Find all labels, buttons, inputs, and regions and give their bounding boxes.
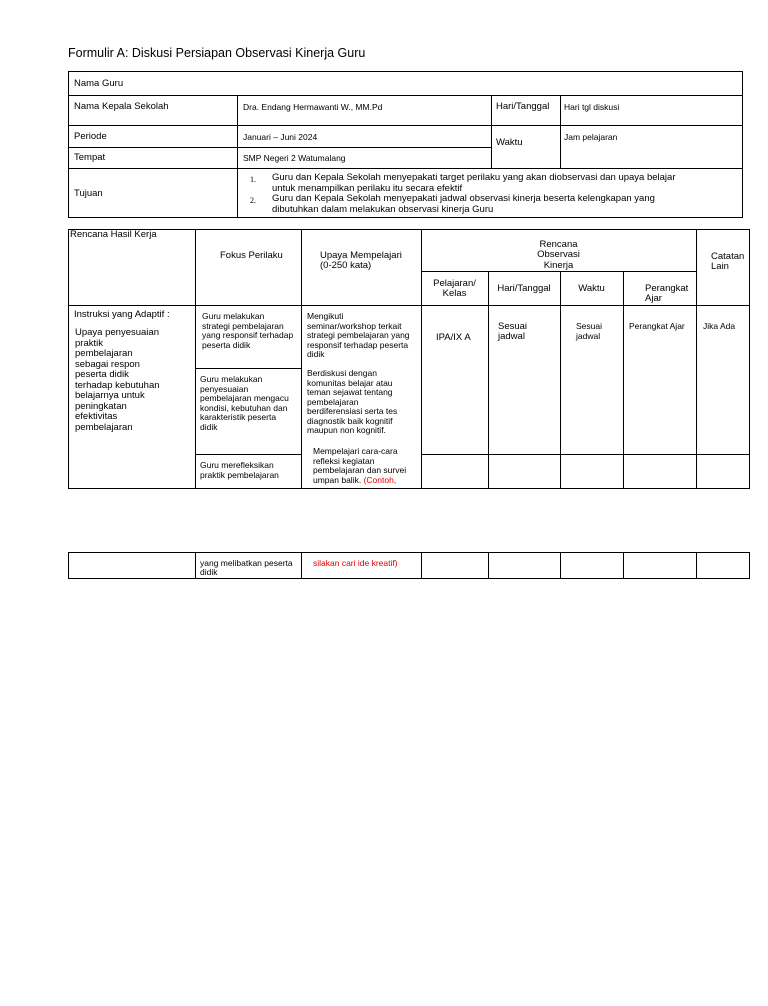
fokus-perilaku-2 — [200, 375, 289, 432]
periode-label: Periode — [74, 131, 107, 142]
upaya-mempelajari-1 — [307, 312, 410, 360]
tempat-label: Tempat — [74, 152, 106, 163]
text-line: strategi pembelajaran — [202, 320, 284, 331]
text-line: karakteristik peserta — [200, 412, 277, 422]
text-line: teman sejawat tentang — [307, 387, 393, 397]
info-row-line — [68, 125, 743, 126]
continuation-col-line — [421, 552, 422, 579]
plan-col-line — [696, 229, 697, 489]
pelajaran-kelas-header: Kelas — [442, 288, 467, 299]
continuation-col-line — [195, 552, 196, 579]
text-line: yang responsif terhadap — [202, 330, 294, 340]
hari-tanggal-value: jadwal — [498, 331, 525, 342]
periode-value: Januari – Juni 2024 — [243, 132, 318, 142]
text-line: responsif terhadap peserta — [307, 339, 409, 350]
fokus-perilaku-header: Fokus Perilaku — [220, 250, 283, 261]
pelajaran-kelas-header: Pelajaran/ — [433, 278, 476, 289]
continuation-col-line — [623, 552, 624, 579]
text-line: pembelajaran mengacu — [200, 393, 289, 403]
perangkat-ajar-header: Perangkat — [645, 283, 689, 294]
continuation-fokus-text: didik — [200, 567, 218, 577]
text-line: diagnostik baik kognitif — [307, 415, 393, 426]
rencana-hasil-kerja-header: Rencana Hasil Kerja — [70, 229, 157, 240]
hari-tanggal-label: Hari/Tanggal — [496, 101, 550, 112]
tujuan-1-number: 1. — [250, 175, 256, 184]
text-line: refleksi kegiatan — [313, 455, 375, 466]
catatan-lain-header: Catatan — [711, 251, 745, 262]
plan-col-line — [623, 271, 624, 489]
text-line: pembelajaran dan survei — [313, 465, 407, 475]
waktu-header: Waktu — [578, 283, 605, 294]
hari-tanggal-header: Hari/Tanggal — [497, 283, 551, 294]
pelajaran-kelas-value: IPA/IX A — [436, 332, 471, 343]
text-line: sebagai respon — [75, 358, 140, 370]
text-line: pembelajaran — [75, 421, 133, 433]
plan-row-line — [195, 368, 301, 369]
upaya-mempelajari-header: Upaya Mempelajari — [320, 250, 402, 261]
rencana-observasi-header: Observasi — [537, 249, 580, 260]
continuation-col-line — [488, 552, 489, 579]
rencana-observasi-header: Kinerja — [543, 260, 574, 271]
text-line — [313, 476, 406, 486]
continuation-red-note: silakan cari ide kreatif) — [313, 558, 398, 568]
tujuan-2-number: 2. — [250, 196, 256, 205]
text-line: strategi pembelajaran yang — [307, 330, 410, 340]
waktu-value: Jam pelajaran — [564, 132, 618, 142]
text-line: belajarnya untuk — [75, 390, 145, 401]
text-line: pembelajaran — [307, 396, 359, 407]
catatan-lain-value: Jika Ada — [703, 321, 736, 331]
text-line: penyesuaian — [200, 383, 249, 394]
plan-row-line — [195, 454, 301, 455]
text-line: maupun non kognitif. — [307, 425, 386, 435]
continuation-col-line — [301, 552, 302, 579]
text-line: Mempelajari cara-cara — [313, 446, 398, 456]
text-line: efektivitas — [75, 411, 118, 422]
text-line: peningkatan — [75, 400, 127, 412]
text-line: Upaya penyesuaian — [75, 327, 159, 338]
kepala-sekolah-label: Nama Kepala Sekolah — [74, 101, 169, 112]
waktu-value: jadwal — [576, 331, 601, 341]
plan-col-line — [301, 229, 302, 489]
instruksi-adaptif: Instruksi yang Adaptif : — [74, 309, 170, 320]
text-line: berdiferensiasi serta tes — [307, 406, 398, 416]
text-line: Guru merefleksikan — [200, 460, 274, 470]
tujuan-2-text: Guru dan Kepala Sekolah menyepakati jadwal observasi kinerja beserta kelengkapan yang — [272, 193, 655, 204]
perangkat-ajar-value: Perangkat Ajar — [629, 321, 685, 331]
upaya-mempelajari-header: (0-250 kata) — [320, 260, 372, 271]
text-line: terhadap kebutuhan — [75, 379, 160, 391]
text-line: Berdiskusi dengan — [307, 368, 377, 378]
text-line: peserta didik — [202, 339, 251, 350]
text-line: peserta didik — [75, 369, 129, 380]
continuation-col-line — [560, 552, 561, 579]
plan-header-line — [68, 305, 750, 306]
rencana-observasi-header: Rencana — [539, 239, 578, 250]
text-line: Mengikuti — [307, 311, 344, 321]
tujuan-2-text: dibutuhkan dalam melakukan observasi kinerja Guru — [272, 204, 494, 215]
hari-tanggal-value: Sesuai — [498, 321, 528, 332]
text-line: praktik — [75, 337, 103, 349]
tujuan-label: Tujuan — [74, 188, 103, 199]
upaya-mempelajari-3 — [313, 447, 406, 485]
fokus-perilaku-3 — [200, 461, 279, 480]
info-row-line — [68, 147, 491, 148]
waktu-label: Waktu — [496, 137, 523, 148]
plan-col-line — [488, 271, 489, 489]
text-line: Guru melakukan — [200, 374, 263, 384]
red-note: (Contoh, — [363, 474, 397, 485]
tempat-value: SMP Negeri 2 Watumalang — [243, 153, 346, 163]
perangkat-ajar-header: Ajar — [645, 293, 662, 304]
text-line: didik — [200, 421, 218, 432]
nama-guru-label: Nama Guru — [74, 78, 124, 89]
upaya-mempelajari-2 — [307, 369, 397, 436]
upaya-penyesuaian-text — [75, 328, 160, 433]
catatan-lain-header: Lain — [711, 261, 729, 272]
text-line: Guru melakukan — [202, 311, 265, 321]
fokus-perilaku-1 — [202, 312, 293, 350]
text-line: komunitas belajar atau — [307, 377, 393, 388]
hari-tanggal-value: Hari tgl diskusi — [564, 102, 620, 112]
document-title: Formulir A: Diskusi Persiapan Observasi Kinerja Guru — [68, 46, 366, 60]
info-col-line — [237, 95, 238, 218]
text-fragment: umpan balik. — [313, 474, 362, 485]
waktu-value: Sesuai — [576, 321, 602, 331]
plan-col-line — [195, 229, 196, 489]
info-row-line — [68, 95, 743, 96]
text-line: pembelajaran — [75, 348, 133, 359]
info-col-line — [491, 95, 492, 168]
text-line: praktik pembelajaran — [200, 469, 279, 480]
kepala-sekolah-value: Dra. Endang Hermawanti W., MM.Pd — [243, 102, 383, 112]
text-line: kondisi, kebutuhan dan — [200, 402, 288, 413]
tujuan-1-text: Guru dan Kepala Sekolah menyepakati target perilaku yang akan diobservasi dan upaya belajar — [272, 172, 676, 183]
info-row-line — [68, 168, 743, 169]
text-line: seminar/workshop terkait — [307, 320, 402, 331]
info-col-line — [560, 95, 561, 168]
continuation-row — [68, 552, 750, 579]
plan-row-line — [421, 454, 750, 455]
plan-col-line — [560, 271, 561, 489]
continuation-fokus-text: yang melibatkan peserta — [200, 558, 293, 568]
tujuan-1-text: untuk menampilkan perilaku itu secara efektif — [272, 183, 463, 194]
text-line: didik — [307, 349, 325, 359]
continuation-col-line — [696, 552, 697, 579]
